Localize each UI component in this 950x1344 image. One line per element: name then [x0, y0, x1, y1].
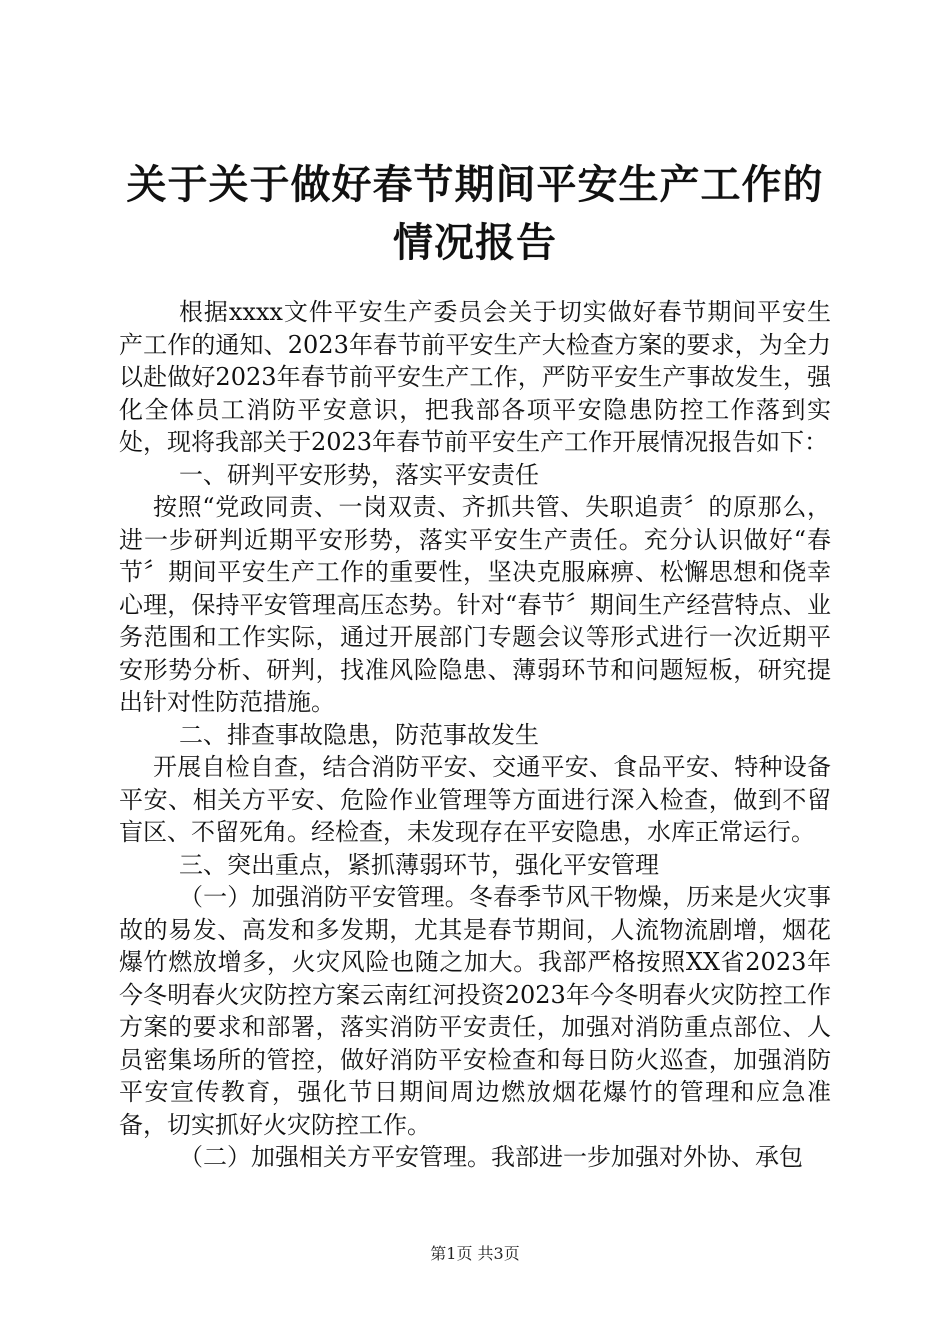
section-1-paragraph: 按照“党政同责、一岗双责、齐抓共管、失职追责〞的原那么，进一步研判近期平安形势，落实平安生产责任。充分认识做好“春节〞期间平安生产工作的重要性，坚决克服麻痹、松懈思想和侥幸心理，保持平安管理高压态势。针对“春节〞期间生产经营特点、业务范围和工作实际，通过开展部门专题会议等形式进行一次近期平安形势分析、研判，找准风险隐患、薄弱环节和问题短板，研究提出针对性防范措施。	[119, 493, 831, 716]
document-body	[119, 296, 831, 1174]
section-heading-2: 二、排查事故隐患，防范事故发生	[179, 720, 539, 749]
section-3-1-paragraph: （一）加强消防平安管理。冬春季节风干物燥，历来是火灾事故的易发、高发和多发期，尤其是春节期间，人流物流剧增，烟花爆竹燃放增多，火灾风险也随之加大。我部严格按照XX省2023年今冬明春火灾防控方案云南红河投资2023年今冬明春火灾防控工作方案的要求和部署，落实消防平安责任，加强对消防重点部位、人员密集场所的管控，做好消防平安检查和每日防火巡查，加强消防平安宣传教育，强化节日期间周边燃放烟花爆竹的管理和应急准备，切实抓好火灾防控工作。	[119, 883, 831, 1139]
section-heading-3: 三、突出重点，紧抓薄弱环节，强化平安管理	[179, 850, 659, 879]
section-heading-1: 一、研判平安形势，落实平安责任	[179, 460, 539, 489]
document-title: 关于关于做好春节期间平安生产工作的情况报告	[126, 162, 824, 266]
page-footer: 第1页 共3页	[430, 1244, 520, 1263]
section-3-2-paragraph: （二）加强相关方平安管理。我部进一步加强对外协、承包	[179, 1143, 803, 1171]
section-2-paragraph: 开展自检自查，结合消防平安、交通平安、食品平安、特种设备平安、相关方平安、危险作业管理等方面进行深入检查，做到不留盲区、不留死角。经检查，未发现存在平安隐患，水库正常运行。	[119, 753, 831, 846]
intro-paragraph: 根据xxxx文件平安生产委员会关于切实做好春节期间平安生产工作的通知、2023年春节前平安生产大检查方案的要求，为全力以赴做好2023年春节前平安生产工作，严防平安生产事故发生，强化全体员工消防平安意识，把我部各项平安隐患防控工作落到实处，现将我部关于2023年春节前平安生产工作开展情况报告如下：	[119, 298, 831, 456]
